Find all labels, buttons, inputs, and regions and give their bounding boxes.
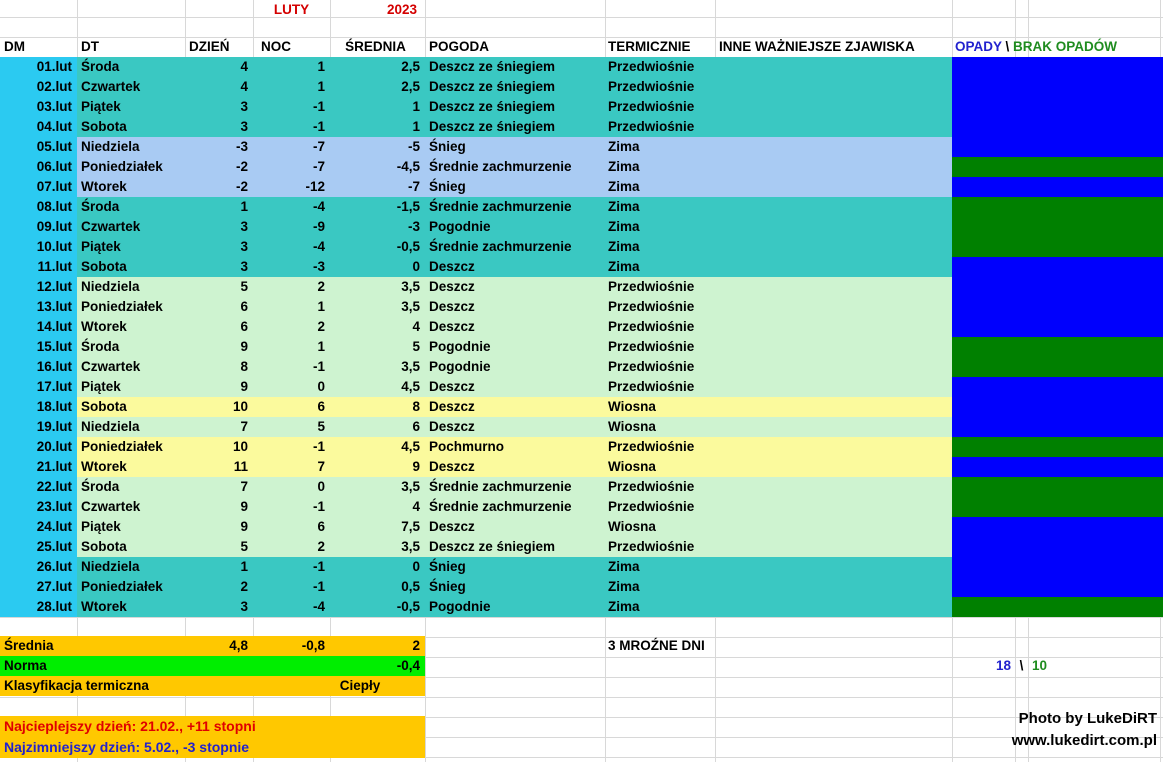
col-header-precipitation: [955, 37, 1117, 57]
warmest-day-note: Najcieplejszy dzień: 21.02., +11 stopni: [4, 718, 256, 734]
cell-date: 03.lut: [36, 99, 72, 114]
cell-weather: Pogodnie: [429, 599, 491, 614]
cell-avg-temp: 8: [412, 399, 420, 414]
cell-date: 15.lut: [36, 339, 72, 354]
precipitation-bar: [952, 257, 1163, 277]
cell-weather: Średnie zachmurzenie: [429, 479, 572, 494]
cell-weekday: Niedziela: [81, 559, 140, 574]
precip-header-slash: \: [1001, 39, 1014, 54]
cell-day-temp: 10: [232, 439, 248, 454]
cell-thermal-season: Zima: [608, 159, 640, 174]
cell-weekday: Poniedziałek: [81, 299, 163, 314]
cell-day-temp: 2: [240, 579, 248, 594]
cell-thermal-season: Przedwiośnie: [608, 119, 695, 134]
no-precip-days-count: 10: [1032, 658, 1048, 673]
precipitation-bar: [952, 117, 1163, 137]
cell-thermal-season: Zima: [608, 179, 640, 194]
cell-date: 21.lut: [36, 459, 72, 474]
precipitation-bar: [952, 137, 1163, 157]
cell-weekday: Środa: [81, 339, 120, 354]
title-month: LUTY: [273, 2, 310, 17]
precip-header-label: OPADY: [955, 39, 1002, 54]
cell-date: 13.lut: [36, 299, 72, 314]
cell-thermal-season: Przedwiośnie: [608, 379, 695, 394]
cell-night-temp: -4: [312, 239, 325, 254]
cell-night-temp: -4: [312, 599, 325, 614]
cell-avg-temp: -3: [407, 219, 420, 234]
cell-weather: Deszcz ze śniegiem: [429, 539, 556, 554]
summary-average-total: 2: [412, 638, 420, 653]
precip-count-slash: \: [1019, 658, 1024, 673]
cell-night-temp: -1: [312, 359, 325, 374]
cell-night-temp: -7: [312, 139, 325, 154]
cell-thermal-season: Wiosna: [608, 399, 656, 414]
cell-night-temp: 1: [317, 59, 325, 74]
precipitation-bar: [952, 577, 1163, 597]
cell-weekday: Sobota: [81, 119, 127, 134]
cell-night-temp: 6: [317, 399, 325, 414]
summary-norm-value: -0,4: [396, 658, 420, 673]
cell-weather: Śnieg: [429, 579, 466, 594]
cell-day-temp: 10: [232, 399, 248, 414]
precipitation-bar: [952, 537, 1163, 557]
cell-weekday: Środa: [81, 199, 120, 214]
col-header-dt: DT: [81, 39, 99, 54]
cell-weather: Deszcz ze śniegiem: [429, 79, 556, 94]
cell-night-temp: -7: [312, 159, 325, 174]
cell-date: 04.lut: [36, 119, 72, 134]
cell-date: 18.lut: [36, 399, 72, 414]
cell-weather: Średnie zachmurzenie: [429, 159, 572, 174]
cell-weekday: Środa: [81, 59, 120, 74]
cell-weekday: Czwartek: [81, 499, 141, 514]
cell-avg-temp: 7,5: [401, 519, 420, 534]
cell-weather: Pogodnie: [429, 359, 491, 374]
cell-avg-temp: -0,5: [396, 239, 420, 254]
cell-day-temp: 1: [240, 199, 248, 214]
cell-thermal-season: Przedwiośnie: [608, 499, 695, 514]
cell-date: 20.lut: [36, 439, 72, 454]
cell-night-temp: -1: [312, 99, 325, 114]
cell-date: 17.lut: [36, 379, 72, 394]
cell-night-temp: -1: [312, 499, 325, 514]
cell-weather: Pochmurno: [429, 439, 505, 454]
cell-night-temp: -12: [305, 179, 325, 194]
cell-weekday: Czwartek: [81, 219, 141, 234]
thermal-classification-label: Klasyfikacja termiczna: [4, 678, 149, 693]
cell-night-temp: -1: [312, 439, 325, 454]
cell-night-temp: 0: [317, 379, 325, 394]
cell-weekday: Piątek: [81, 519, 121, 534]
cell-weekday: Niedziela: [81, 419, 140, 434]
cell-weather: Deszcz: [429, 279, 475, 294]
photo-credit: Photo by LukeDiRT: [1018, 710, 1157, 727]
cell-avg-temp: 9: [412, 459, 420, 474]
cell-avg-temp: 2,5: [401, 79, 420, 94]
cell-night-temp: 2: [317, 319, 325, 334]
cell-day-temp: 3: [240, 259, 248, 274]
cell-day-temp: -3: [235, 139, 248, 154]
cell-day-temp: 5: [240, 279, 248, 294]
cell-weekday: Czwartek: [81, 79, 141, 94]
cell-avg-temp: 3,5: [401, 479, 420, 494]
cell-date: 26.lut: [36, 559, 72, 574]
cell-avg-temp: -1,5: [396, 199, 420, 214]
summary-average-night: -0,8: [301, 638, 325, 653]
cell-night-temp: -1: [312, 119, 325, 134]
cell-night-temp: -9: [312, 219, 325, 234]
cell-night-temp: 2: [317, 279, 325, 294]
col-header-weather: POGODA: [429, 39, 490, 54]
cell-day-temp: 4: [240, 59, 248, 74]
cell-night-temp: 2: [317, 539, 325, 554]
cell-night-temp: 1: [317, 339, 325, 354]
cell-avg-temp: -4,5: [396, 159, 420, 174]
cell-date: 12.lut: [36, 279, 72, 294]
precipitation-bar: [952, 477, 1163, 497]
summary-average-label: Średnia: [4, 638, 54, 653]
cell-weekday: Wtorek: [81, 599, 127, 614]
cell-avg-temp: -7: [407, 179, 420, 194]
cell-weekday: Piątek: [81, 99, 121, 114]
cell-thermal-season: Zima: [608, 199, 640, 214]
precipitation-bar: [952, 297, 1163, 317]
cell-thermal-season: Zima: [608, 599, 640, 614]
cell-date: 25.lut: [36, 539, 72, 554]
cell-day-temp: 3: [240, 219, 248, 234]
precipitation-bar: [952, 497, 1163, 517]
cell-thermal-season: Zima: [608, 559, 640, 574]
cell-weather: Śnieg: [429, 139, 466, 154]
cell-weather: Deszcz: [429, 299, 475, 314]
cell-day-temp: 1: [240, 559, 248, 574]
precipitation-bar: [952, 237, 1163, 257]
cell-date: 24.lut: [36, 519, 72, 534]
frosty-days-note: 3 MROŹNE DNI: [608, 638, 705, 653]
cell-weekday: Wtorek: [81, 179, 127, 194]
precipitation-bar: [952, 77, 1163, 97]
cell-thermal-season: Przedwiośnie: [608, 99, 695, 114]
cell-night-temp: -4: [312, 199, 325, 214]
cell-avg-temp: 4,5: [401, 379, 420, 394]
cell-night-temp: -3: [312, 259, 325, 274]
cell-avg-temp: 4,5: [401, 439, 420, 454]
cell-thermal-season: Przedwiośnie: [608, 59, 695, 74]
cell-weekday: Wtorek: [81, 459, 127, 474]
precipitation-bar: [952, 277, 1163, 297]
cell-avg-temp: 2,5: [401, 59, 420, 74]
cell-weather: Średnie zachmurzenie: [429, 199, 572, 214]
precipitation-bar: [952, 557, 1163, 577]
cell-thermal-season: Wiosna: [608, 419, 656, 434]
cell-day-temp: 3: [240, 99, 248, 114]
cell-day-temp: 7: [240, 479, 248, 494]
col-header-other: INNE WAŻNIEJSZE ZJAWISKA: [719, 39, 915, 54]
cell-avg-temp: 3,5: [401, 279, 420, 294]
cell-weather: Pogodnie: [429, 219, 491, 234]
thermal-classification-value: Ciepły: [339, 678, 381, 693]
cell-weekday: Piątek: [81, 239, 121, 254]
precipitation-bar: [952, 197, 1163, 217]
cell-thermal-season: Przedwiośnie: [608, 79, 695, 94]
cell-day-temp: 3: [240, 119, 248, 134]
precipitation-bar: [952, 377, 1163, 397]
cell-thermal-season: Przedwiośnie: [608, 299, 695, 314]
cell-weather: Deszcz ze śniegiem: [429, 99, 556, 114]
cell-day-temp: 7: [240, 419, 248, 434]
cell-avg-temp: 3,5: [401, 299, 420, 314]
cell-date: 11.lut: [37, 259, 72, 274]
cell-avg-temp: 0,5: [401, 579, 420, 594]
cell-weekday: Niedziela: [81, 139, 140, 154]
col-header-thermal: TERMICZNIE: [608, 39, 691, 54]
cell-weekday: Środa: [81, 479, 120, 494]
precipitation-bar: [952, 357, 1163, 377]
cell-date: 08.lut: [36, 199, 72, 214]
cell-night-temp: 7: [317, 459, 325, 474]
cell-weekday: Poniedziałek: [81, 159, 163, 174]
cell-thermal-season: Przedwiośnie: [608, 539, 695, 554]
cell-weather: Deszcz: [429, 519, 475, 534]
cell-date: 23.lut: [36, 499, 72, 514]
cell-weather: Pogodnie: [429, 339, 491, 354]
website-url: www.lukedirt.com.pl: [1011, 732, 1157, 749]
coldest-day-note: Najzimniejszy dzień: 5.02., -3 stopnie: [4, 739, 250, 755]
cell-weather: Średnie zachmurzenie: [429, 239, 572, 254]
cell-weekday: Sobota: [81, 399, 127, 414]
precipitation-bar: [952, 57, 1163, 77]
col-header-dm: DM: [4, 39, 25, 54]
cell-day-temp: 9: [240, 499, 248, 514]
cell-avg-temp: 0: [412, 259, 420, 274]
cell-weekday: Poniedziałek: [81, 439, 163, 454]
cell-night-temp: 6: [317, 519, 325, 534]
cell-day-temp: -2: [235, 179, 248, 194]
col-header-avg: ŚREDNIA: [345, 39, 406, 54]
precipitation-bar: [952, 217, 1163, 237]
cell-thermal-season: Zima: [608, 579, 640, 594]
cell-thermal-season: Przedwiośnie: [608, 279, 695, 294]
cell-day-temp: 6: [240, 299, 248, 314]
cell-date: 28.lut: [36, 599, 72, 614]
cell-avg-temp: 0: [412, 559, 420, 574]
cell-day-temp: 3: [240, 239, 248, 254]
cell-date: 01.lut: [36, 59, 72, 74]
cell-date: 19.lut: [36, 419, 72, 434]
title-year: 2023: [386, 2, 417, 17]
cell-thermal-season: Przedwiośnie: [608, 439, 695, 454]
precipitation-bar: [952, 417, 1163, 437]
cell-weekday: Poniedziałek: [81, 579, 163, 594]
cell-weather: Deszcz: [429, 419, 475, 434]
cell-thermal-season: Przedwiośnie: [608, 359, 695, 374]
precipitation-bar: [952, 97, 1163, 117]
cell-night-temp: 5: [317, 419, 325, 434]
precipitation-bar: [952, 597, 1163, 617]
cell-date: 14.lut: [36, 319, 72, 334]
cell-thermal-season: Zima: [608, 139, 640, 154]
cell-weather: Deszcz ze śniegiem: [429, 59, 556, 74]
cell-day-temp: 9: [240, 339, 248, 354]
precipitation-bar: [952, 457, 1163, 477]
cell-avg-temp: -0,5: [396, 599, 420, 614]
cell-day-temp: 3: [240, 599, 248, 614]
cell-thermal-season: Przedwiośnie: [608, 319, 695, 334]
cell-night-temp: 1: [317, 299, 325, 314]
cell-night-temp: -1: [312, 559, 325, 574]
cell-day-temp: 8: [240, 359, 248, 374]
precipitation-bar: [952, 337, 1163, 357]
precipitation-bar: [952, 517, 1163, 537]
cell-date: 07.lut: [36, 179, 72, 194]
cell-date: 09.lut: [36, 219, 72, 234]
cell-date: 05.lut: [36, 139, 72, 154]
summary-average-day: 4,8: [229, 638, 248, 653]
cell-weekday: Sobota: [81, 259, 127, 274]
cell-weather: Deszcz ze śniegiem: [429, 119, 556, 134]
cell-weather: Deszcz: [429, 399, 475, 414]
cell-weather: Śnieg: [429, 559, 466, 574]
cell-date: 22.lut: [36, 479, 72, 494]
cell-weekday: Czwartek: [81, 359, 141, 374]
cell-weather: Deszcz: [429, 259, 475, 274]
summary-norm-label: Norma: [4, 658, 47, 673]
cell-weekday: Wtorek: [81, 319, 127, 334]
cell-weather: Deszcz: [429, 459, 475, 474]
cell-avg-temp: 3,5: [401, 359, 420, 374]
cell-weather: Śnieg: [429, 179, 466, 194]
cell-thermal-season: Przedwiośnie: [608, 339, 695, 354]
cell-day-temp: 4: [240, 79, 248, 94]
cell-avg-temp: 6: [412, 419, 420, 434]
cell-weather: Deszcz: [429, 379, 475, 394]
cell-thermal-season: Wiosna: [608, 459, 656, 474]
cell-avg-temp: 4: [412, 319, 420, 334]
cell-night-temp: 1: [317, 79, 325, 94]
cell-thermal-season: Zima: [608, 259, 640, 274]
cell-weekday: Niedziela: [81, 279, 140, 294]
cell-weather: Deszcz: [429, 319, 475, 334]
cell-day-temp: 5: [240, 539, 248, 554]
cell-night-temp: -1: [312, 579, 325, 594]
precipitation-bar: [952, 437, 1163, 457]
cell-day-temp: 9: [240, 379, 248, 394]
no-precip-header-label: BRAK OPADÓW: [1013, 39, 1118, 54]
cell-day-temp: 6: [240, 319, 248, 334]
cell-avg-temp: 3,5: [401, 539, 420, 554]
cell-day-temp: -2: [235, 159, 248, 174]
cell-avg-temp: -5: [407, 139, 420, 154]
col-header-night: NOC: [261, 39, 291, 54]
cell-day-temp: 11: [233, 459, 248, 474]
precipitation-bar: [952, 157, 1163, 177]
cell-avg-temp: 4: [412, 499, 420, 514]
cell-weekday: Piątek: [81, 379, 121, 394]
cell-date: 06.lut: [36, 159, 72, 174]
cell-date: 02.lut: [36, 79, 72, 94]
cell-weekday: Sobota: [81, 539, 127, 554]
cell-thermal-season: Zima: [608, 219, 640, 234]
cell-thermal-season: Wiosna: [608, 519, 656, 534]
cell-avg-temp: 1: [412, 99, 420, 114]
cell-date: 27.lut: [36, 579, 72, 594]
cell-avg-temp: 5: [412, 339, 420, 354]
precipitation-bar: [952, 177, 1163, 197]
cell-weather: Średnie zachmurzenie: [429, 499, 572, 514]
col-header-day: DZIEŃ: [189, 39, 230, 54]
cell-thermal-season: Zima: [608, 239, 640, 254]
cell-night-temp: 0: [317, 479, 325, 494]
cell-day-temp: 9: [240, 519, 248, 534]
cell-thermal-season: Przedwiośnie: [608, 479, 695, 494]
precipitation-bar: [952, 397, 1163, 417]
cell-avg-temp: 1: [412, 119, 420, 134]
precipitation-bar: [952, 317, 1163, 337]
cell-date: 10.lut: [36, 239, 72, 254]
cell-date: 16.lut: [36, 359, 72, 374]
precip-days-count: 18: [995, 658, 1011, 673]
